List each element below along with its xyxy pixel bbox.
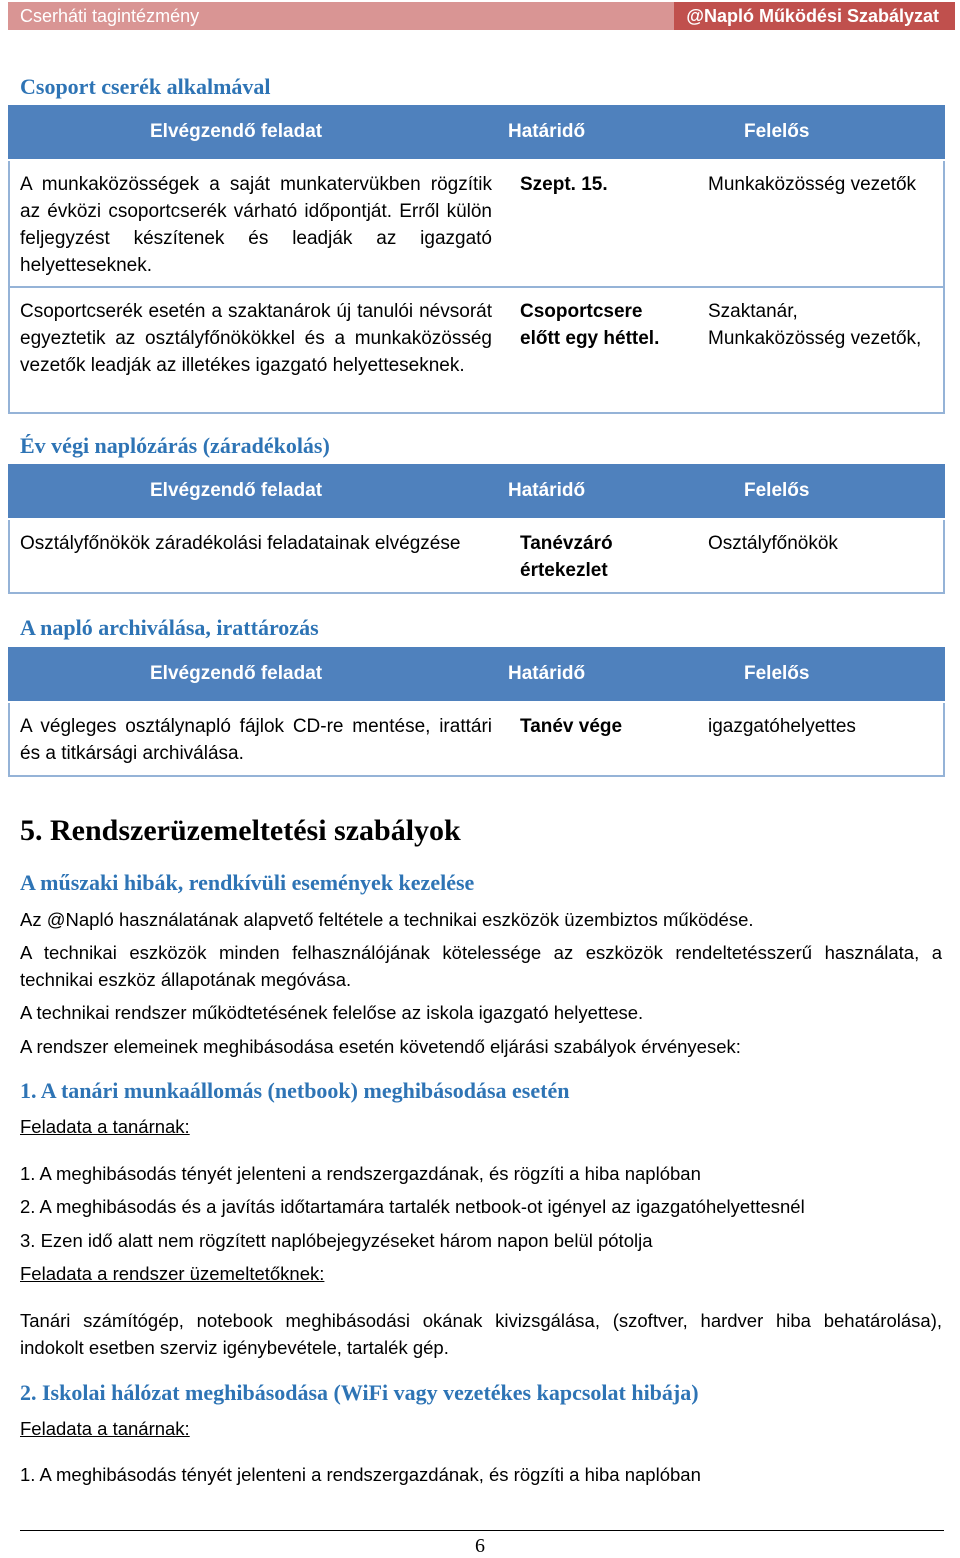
cell-task: A munkaközösségek a saját munkatervükben rögzítik az évközi csoportcserék várható időpontját. Erről külön feljegyzést készítenek és leadják az igazgató helyetteseknek. <box>20 174 492 276</box>
cell-responsible: igazgatóhelyettes <box>708 716 856 737</box>
table-archival <box>8 647 945 777</box>
table-row <box>8 161 945 288</box>
col-header-deadline: Határidő <box>508 663 586 684</box>
table-row <box>8 520 945 594</box>
table-row <box>8 288 945 414</box>
case1-teacher-label: Feladata a tanárnak: <box>20 1116 190 1137</box>
section-title-archival: A napló archiválása, irattározás <box>20 615 319 640</box>
page-header <box>8 2 955 30</box>
cell-task: Osztályfőnökök záradékolási feladatainak elvégzése <box>20 533 461 554</box>
col-header-responsible: Felelős <box>744 663 810 684</box>
page-number: 6 <box>475 1535 485 1557</box>
cell-responsible: Szaktanár, Munkaközösség vezetők, <box>708 301 922 349</box>
cell-responsible: Osztályfőnökök <box>708 533 838 554</box>
table-header <box>8 647 945 703</box>
section-title-csoport: Csoport cserék alkalmával <box>20 74 271 99</box>
chapter-subtitle: A műszaki hibák, rendkívüli események kezelése <box>20 870 475 895</box>
col-header-responsible: Felelős <box>744 480 810 501</box>
case2-teacher-label: Feladata a tanárnak: <box>20 1418 190 1439</box>
col-header-task: Elvégzendő feladat <box>150 121 323 142</box>
list-item: 2. A meghibásodás és a javítás időtartamára tartalék netbook-ot igényel az igazgatóhelyettesnél <box>20 1196 805 1217</box>
header-doc-title: @Napló Működési Szabályzat <box>674 2 955 30</box>
table-row <box>8 703 945 777</box>
list-item: 1. A meghibásodás tényét jelenteni a rendszergazdának, és rögzíti a hiba naplóban <box>20 1464 701 1485</box>
cell-deadline: Tanévzáró értekezlet <box>520 533 613 581</box>
paragraph: A technikai eszközök minden felhasználójának kötelessége az eszközök rendeltetésszerű használata, a technikai eszköz állapotának megóvása. <box>20 942 942 990</box>
chapter-title: 5. Rendszerüzemeltetési szabályok <box>20 814 461 847</box>
case1-title: 1. A tanári munkaállomás (netbook) meghibásodása esetén <box>20 1078 570 1103</box>
col-header-task: Elvégzendő feladat <box>150 663 323 684</box>
paragraph: A technikai rendszer működtetésének felelőse az iskola igazgató helyettese. <box>20 1002 644 1023</box>
cell-deadline: Tanév vége <box>520 716 623 737</box>
col-header-responsible: Felelős <box>744 121 810 142</box>
case2-title: 2. Iskolai hálózat meghibásodása (WiFi vagy vezetékes kapcsolat hibája) <box>20 1380 699 1405</box>
list-item: 1. A meghibásodás tényét jelenteni a rendszergazdának, és rögzíti a hiba naplóban <box>20 1163 701 1184</box>
paragraph: A rendszer elemeinek meghibásodása esetén követendő eljárási szabályok érvényesek: <box>20 1036 741 1057</box>
paragraph: Az @Napló használatának alapvető feltétele a technikai eszközök üzembiztos működése. <box>20 909 754 930</box>
table-evvegi <box>8 464 945 594</box>
section-title-evvegi: Év végi naplózárás (záradékolás) <box>20 433 330 458</box>
footer-divider <box>20 1530 944 1531</box>
cell-deadline: Csoportcsere előtt egy héttel. <box>520 301 660 349</box>
cell-deadline: Szept. 15. <box>520 174 608 195</box>
col-header-deadline: Határidő <box>508 121 586 142</box>
case1-operator-text: Tanári számítógép, notebook meghibásodási okának kivizsgálása, (szoftver, hardver hiba behatárolása), indokolt esetben szerviz igénybevétele, tartalék gép. <box>20 1310 942 1358</box>
table-csoport <box>8 105 945 414</box>
col-header-task: Elvégzendő feladat <box>150 480 323 501</box>
cell-task: Csoportcserék esetén a szaktanárok új tanulói névsorát egyeztetik az osztályfőnökökkel és a munkaközösség vezetők leadják az illetékes igazgató helyetteseknek. <box>20 301 492 376</box>
case1-operator-label: Feladata a rendszer üzemeltetőknek: <box>20 1263 325 1284</box>
header-school: Cserháti tagintézmény <box>20 5 200 26</box>
col-header-deadline: Határidő <box>508 480 586 501</box>
cell-task: A végleges osztálynapló fájlok CD-re mentése, irattári és a titkársági archiválása. <box>20 716 492 764</box>
cell-responsible: Munkaközösség vezetők <box>708 174 917 195</box>
table-header <box>8 464 945 520</box>
list-item: 3. Ezen idő alatt nem rögzített naplóbejegyzéseket három napon belül pótolja <box>20 1230 653 1251</box>
table-header <box>8 105 945 161</box>
